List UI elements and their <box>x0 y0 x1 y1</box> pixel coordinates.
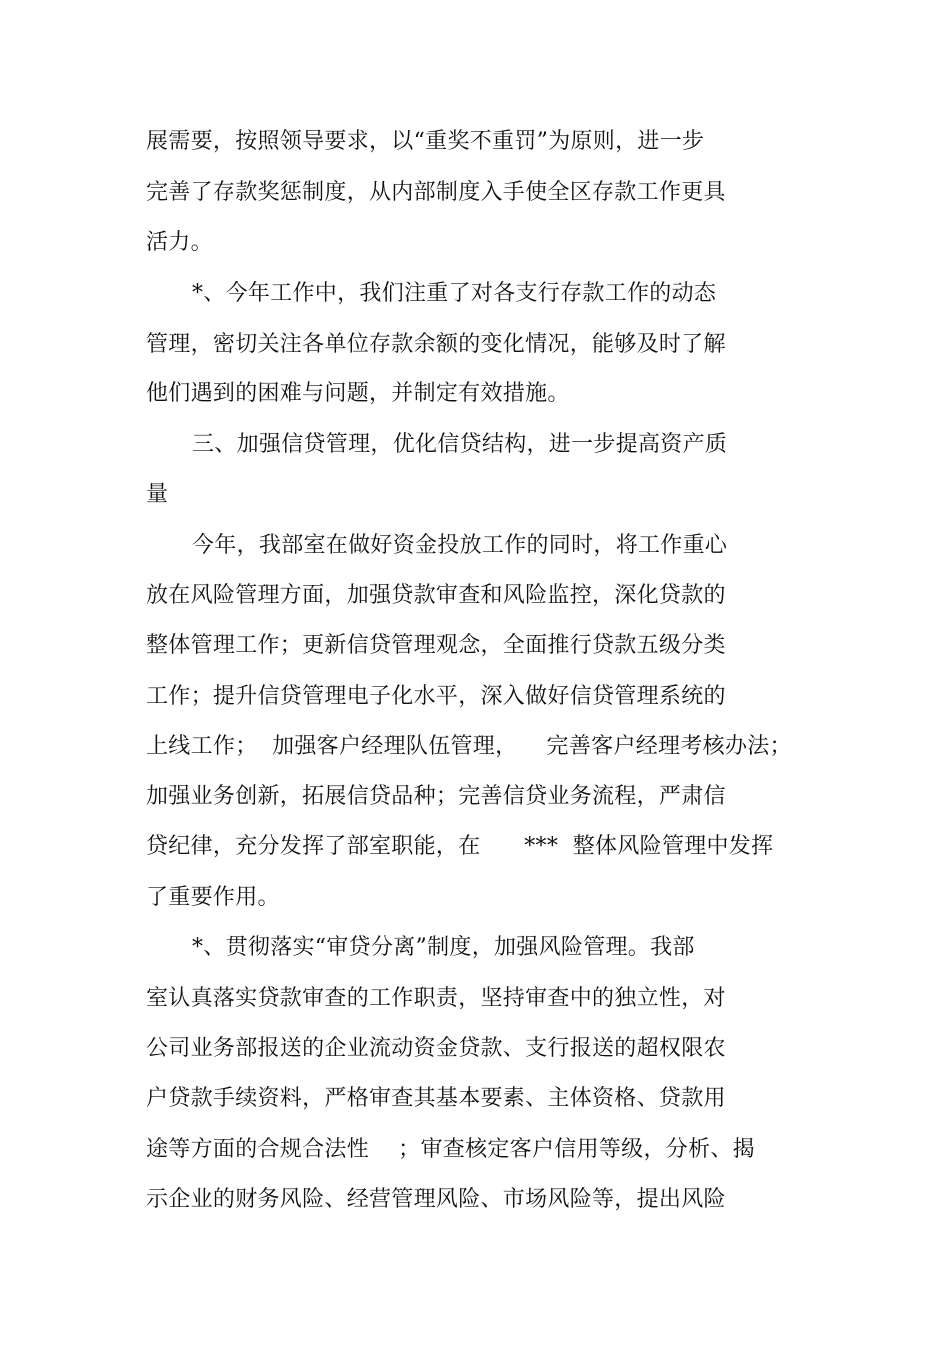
text-line: *、贯彻落实“审贷分离”制度，加强风险管理。我部 <box>192 935 695 960</box>
text-line: 放在风险管理方面，加强贷款审查和风险监控，深化贷款的 <box>146 583 726 608</box>
text-line: 他们遇到的困难与问题，并制定有效措施。 <box>146 381 570 406</box>
text-line: 工作；提升信贷管理电子化水平，深入做好信贷管理系统的 <box>146 684 726 709</box>
section-heading-continued: 量 <box>146 482 169 507</box>
text-line: 了重要作用。 <box>146 885 280 910</box>
text-line: 加强业务创新，拓展信贷品种；完善信贷业务流程，严肃信 <box>146 784 726 809</box>
text-line: 管理，密切关注各单位存款余额的变化情况，能够及时了解 <box>146 332 726 357</box>
text-line: 公司业务部报送的企业流动资金贷款、支行报送的超权限农 <box>146 1036 726 1061</box>
text-line: 户贷款手续资料，严格审查其基本要素、主体资格、贷款用 <box>146 1086 726 1111</box>
text-line: 展需要，按照领导要求，以“重奖不重罚”为原则，进一步 <box>146 129 705 154</box>
text-line: 上线工作； 加强客户经理队伍管理， 完善客户经理考核办法； <box>146 734 792 759</box>
text-line: 今年，我部室在做好资金投放工作的同时，将工作重心 <box>192 533 728 558</box>
text-line: 示企业的财务风险、经营管理风险、市场风险等，提出风险 <box>146 1187 726 1212</box>
section-heading: 三、加强信贷管理，优化信贷结构，进一步提高资产质 <box>192 432 728 457</box>
text-line: 室认真落实贷款审查的工作职责，坚持审查中的独立性，对 <box>146 986 726 1011</box>
text-line: 贷纪律，充分发挥了部室职能，在 *** 整体风险管理中发挥 <box>146 834 774 859</box>
text-line: 完善了存款奖惩制度，从内部制度入手使全区存款工作更具 <box>146 180 726 205</box>
text-line: *、今年工作中，我们注重了对各支行存款工作的动态 <box>192 281 717 306</box>
text-line: 整体管理工作；更新信贷管理观念，全面推行贷款五级分类 <box>146 633 726 658</box>
text-line: 活力。 <box>146 230 213 255</box>
text-line: 途等方面的合规合法性 ；审查核定客户信用等级，分析、揭 <box>146 1137 755 1162</box>
